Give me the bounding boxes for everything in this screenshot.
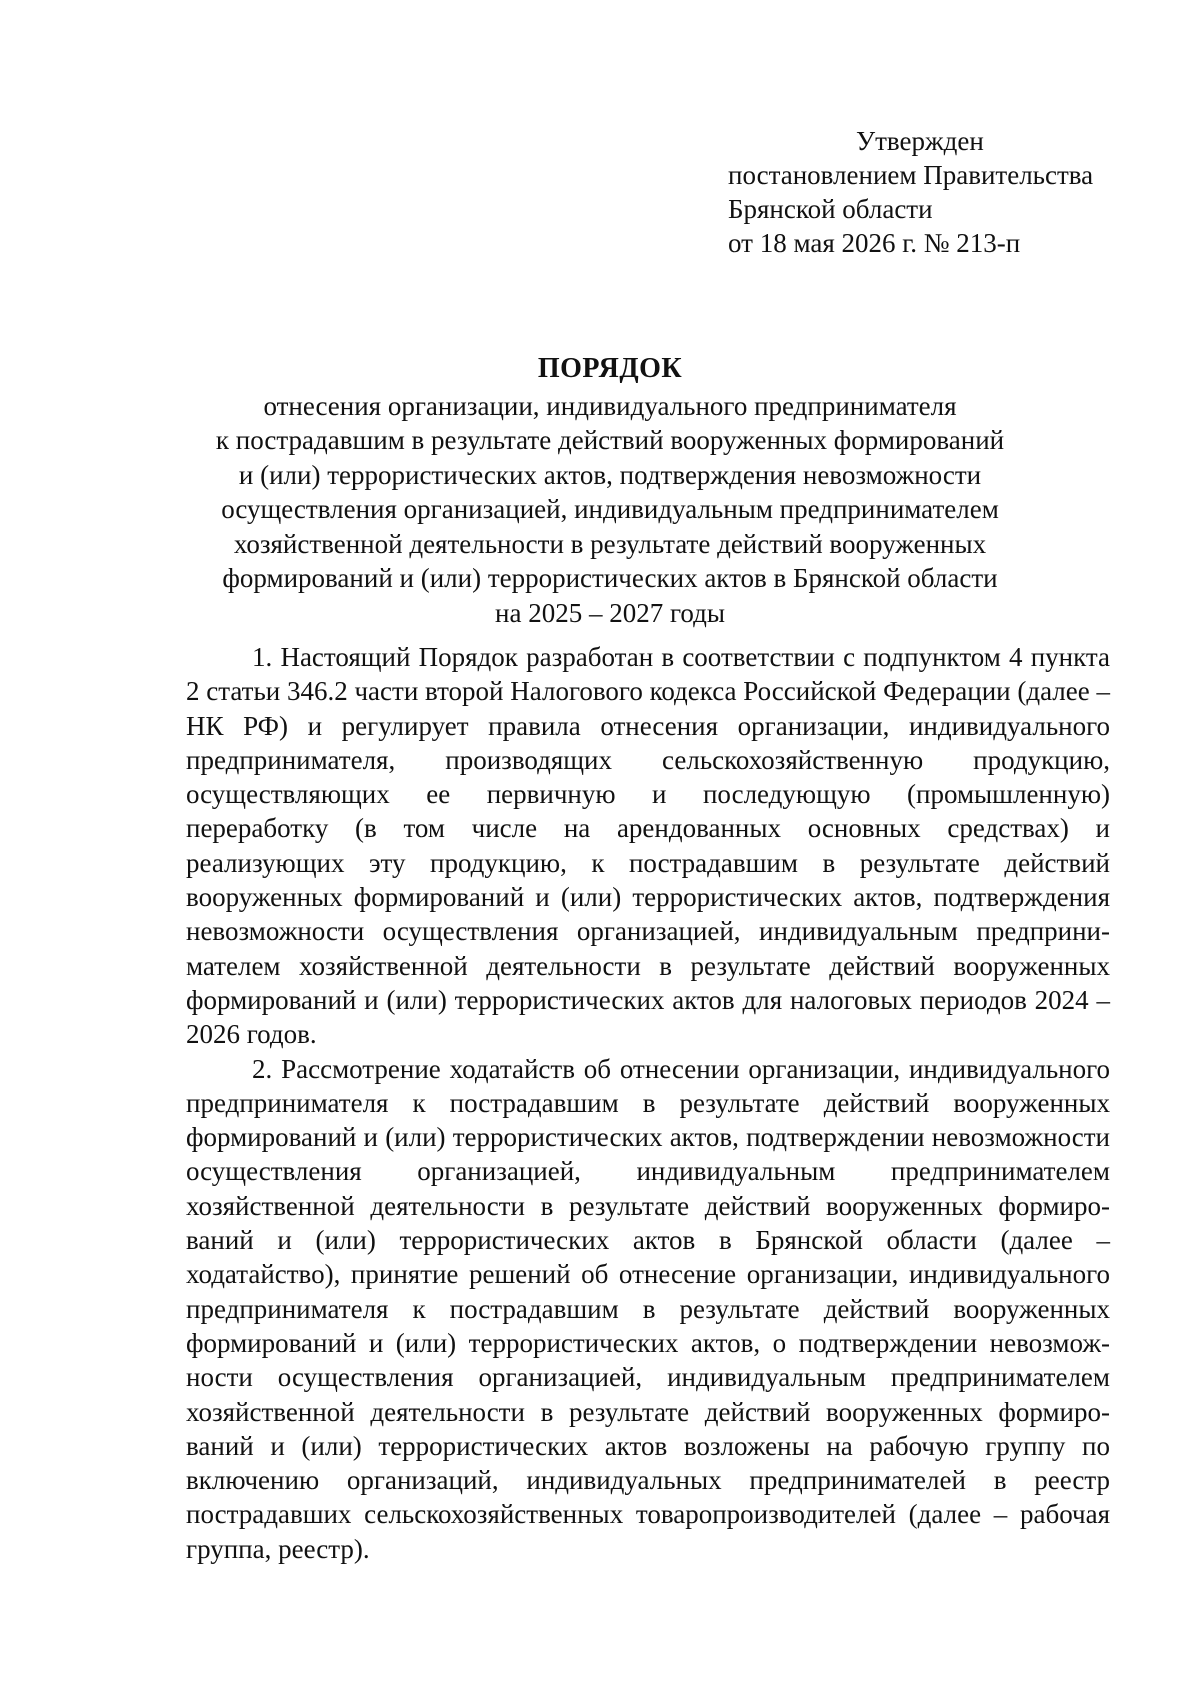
- approval-line-approved: Утвержден: [856, 126, 984, 156]
- title-line: отнесения организации, индивидуального предпринимателя: [263, 390, 957, 421]
- paragraph-2: 2. Рассмотрение ходатайств об отнесении организации, индивидуального предпринимателя к пострадавшим в результате действий вооруженных формирований и (или) террористических актов, подтверждении невозможности осуществления организацией, индивидуальным предпринимателем хозяйственной деятельности в результате действий вооруженных формирований и (или) террористических актов в Брянской области (далее – ходатайство), принятие решений об отнесение организации, индивидуального предпринимателя к пострадавшим в результате действий вооруженных формирований и (или) террористических актов, о подтверждении невозможности осуществления организацией, индивидуальным предпринимателем хозяйственной деятельности в результате действий вооруженных формирований и (или) террористических актов возложены на рабочую группу по включению организаций, индивидуальных предпринимателей в реестр пострадавших сельскохозяйственных товаропроизводителей (далее – рабочая группа, реестр).: [186, 1053, 1110, 1564]
- approval-line-date-number: от 18 мая 2026 г. № 213-п: [728, 228, 1021, 258]
- document-heading: ПОРЯДОК: [537, 353, 683, 384]
- approval-stamp: [728, 124, 1148, 260]
- title-line: хозяйственной деятельности в результате действий вооруженных: [233, 528, 987, 559]
- title-line: формирований и (или) террористических актов в Брянской области: [222, 563, 998, 593]
- title-line: на 2025 – 2027 годы: [495, 597, 725, 628]
- title-line: и (или) террористических актов, подтверждения невозможности: [238, 459, 982, 490]
- approval-line-region: Брянской области: [728, 194, 933, 224]
- title-line: осуществления организацией, индивидуальным предпринимателем: [221, 494, 999, 524]
- approval-line-resolution: постановлением Правительства: [728, 160, 1094, 190]
- title-line: к пострадавшим в результате действий вооруженных формирований: [215, 425, 1005, 455]
- document-body: [186, 640, 1110, 1566]
- paragraph-1: 1. Настоящий Порядок разработан в соответствии с подпунктом 4 пункта 2 статьи 346.2 части второй Налогового кодекса Российской Федерации (далее – НК РФ) и регулирует правила отнесения организации, индивидуального предпринимателя, производящих сельскохозяйственную продукцию, осуществляющих ее первичную и последующую (промышленную) переработку (в том числе на арендованных основных средствах) и реализующих эту продукцию, к пострадавшим в результате действий вооруженных формирований и (или) террористических актов, подтверждения невозможности осуществления организацией, индивидуальным предпринимателем хозяйственной деятельности в результате действий вооруженных формирований и (или) террористических актов для налоговых периодов 2024 – 2026 годов.: [186, 642, 1110, 1050]
- document-title-block: [160, 352, 1060, 630]
